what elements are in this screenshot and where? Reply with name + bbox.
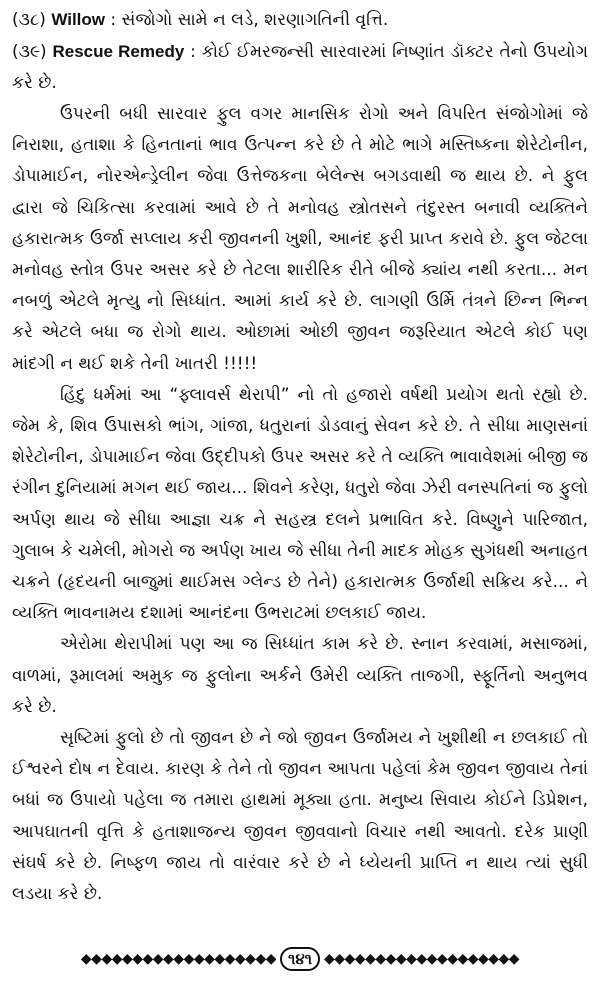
entry-number: (૩૮): [12, 10, 46, 30]
page-number: ૧૪૧: [280, 947, 320, 971]
body-paragraph: સૃષ્ટિમાં ફુલો છે તો જીવન છે ને જો જીવન ઉર્જામય ને ખુશીથી ન છલકાઈ તો ઈશ્વરને દોષ ન દેવાય. કારણ કે તેને તો જીવન આપતા પહેલાં કેમ જીવન જીવાય તેનાં બધાં જ ઉપાયો પહેલા જ તમારા હાથમાં મૂક્યા હતા. મનુષ્ય સિવાય કોઈને ડિપ્રેશન, આપઘાતની વૃત્તિ કે હતાશાજન્ય જીવન જીવવાનો વિચાર નથી આવતો. દરેક પ્રાણી સંઘર્ષ કરે છે. નિષ્ફળ જાય તો વારંવાર કરે છે ને ધ્યેયની પ્રાપ્તિ ન થાય ત્યાં સુધી લડયા કરે છે.: [12, 728, 588, 905]
entry-number: (૩૯): [12, 42, 47, 62]
remedy-name: Willow: [51, 10, 106, 29]
body-paragraph: ઉપરની બધી સારવાર ફુલ વગર માનસિક રોગો અને વિપરિત સંજોગોમાં જે નિરાશા, હતાશા કે હિનતાનાં ભાવ ઉત્પન્ન કરે છે તે મોટે ભાગે મસ્તિષ્કના શેરેટોનીન, ડોપામાઈન, નોરએન્ડ્રેલીન જેવા ઉત્તેજકના બેલેન્સ બગડવાથી જ થાય છે. ને ફુલ દ્વારા જે ચિકિત્સા કરવામાં આવે છે તે મનોવહ સ્ત્રોતસને તંદુરસ્ત બનાવી વ્યક્તિને હકારાત્મક ઉર્જા સપ્લાય કરી જીવનની ખુશી, આનંદ ફરી પ્રાપ્ત કરાવે છે. ફુલ જેટલા મનોવહ સ્તોત્ર ઉપર અસર કરે છે તેટલા શારીરિક રીતે બીજે ક્યાંય નથી કરતા... મન નબળું એટલે મૃત્યુ નો સિધ્ધાંત. આમાં કાર્ય કરે છે. લાગણી ઉર્મિ તંત્રને છિન્ન ભિન્ન કરે એટલે બધા જ રોગો થાય. ઓછામાં ઓછી જીવન જરૂરિયાત એટલે કોઈ પણ માંદગી ન થઈ શકે તેની ખાતરી !!!!!: [12, 104, 588, 374]
page-footer: [0, 944, 600, 974]
remedy-description: : સંજોગો સામે ન લડે, શરણાગતિની વૃત્તિ.: [105, 10, 389, 30]
remedy-name: Rescue Remedy: [52, 42, 185, 61]
body-paragraph: હિંદુ ધર્મમાં આ “ફ્લાવર્સ થેરાપી” નો તો હજારો વર્ષથી પ્રયોગ થતો રહ્યો છે. જેમ કે, શિવ ઉપાસકો ભાંગ, ગાંજા, ધતુરાનાં ડોડવાનું સેવન કરે છે. તે સીધા માણસનાં શેરેટોનીન, ડોપામાઈન જેવા ઉદ્દીપકો ઉપર અસર કરે તે વ્યક્તિ ભાવાવેશમાં બીજી જ રંગીન દુનિયામાં મગન થઈ જાય... શિવને કરેણ, ધતુરો જેવા ઝેરી વનસ્પતિનાં જ ફુલો અર્પણ થાય જે સીધા આજ્ઞા ચક્ર ને સહસ્ત્ર દલને પ્રભાવિત કરે. વિષ્ણુને પારિજાત, ગુલાબ કે ચમેલી, મોગરો જ અર્પણ ખાય જે સીધા તેની માદક મોહક સુગંધથી અનાહત ચક્રને (હૃદયની બાજુમાં થાઈમસ ગ્લેન્ડ છે તેને) હકારાત્મક ઉર્જાથી સક્રિય કરે... ને વ્યક્તિ ભાવનામય દશામાં આનંદના ઉભરાટમાં છલકાઈ જાય.: [12, 384, 588, 624]
body-paragraph: એરોમા થેરાપીમાં પણ આ જ સિધ્ધાંત કામ કરે છે. સ્નાન કરવામાં, મસાજમાં, વાળમાં, રૂમાલમાં અમુક જ ફુલોના અર્કને ઉમેરી વ્યક્તિ તાજગી, સ્ફૂર્તિનો અનુભવ કરે છે.: [12, 634, 588, 717]
remedy-entry-rescue-remedy: [12, 36, 588, 99]
diamond-ornament-right: ◆◆◆◆◆◆◆◆◆◆◆◆◆◆◆◆◆◆◆: [324, 951, 520, 967]
remedy-description: : કોઈ ઈમરજન્સી સારવારમાં નિષ્ણાંત ડૉક્ટર તેનો ઉપયોગ કરે છે.: [12, 42, 588, 93]
diamond-ornament-left: ◆◆◆◆◆◆◆◆◆◆◆◆◆◆◆◆◆◆◆: [80, 951, 276, 967]
remedy-entry-willow: [12, 4, 588, 36]
